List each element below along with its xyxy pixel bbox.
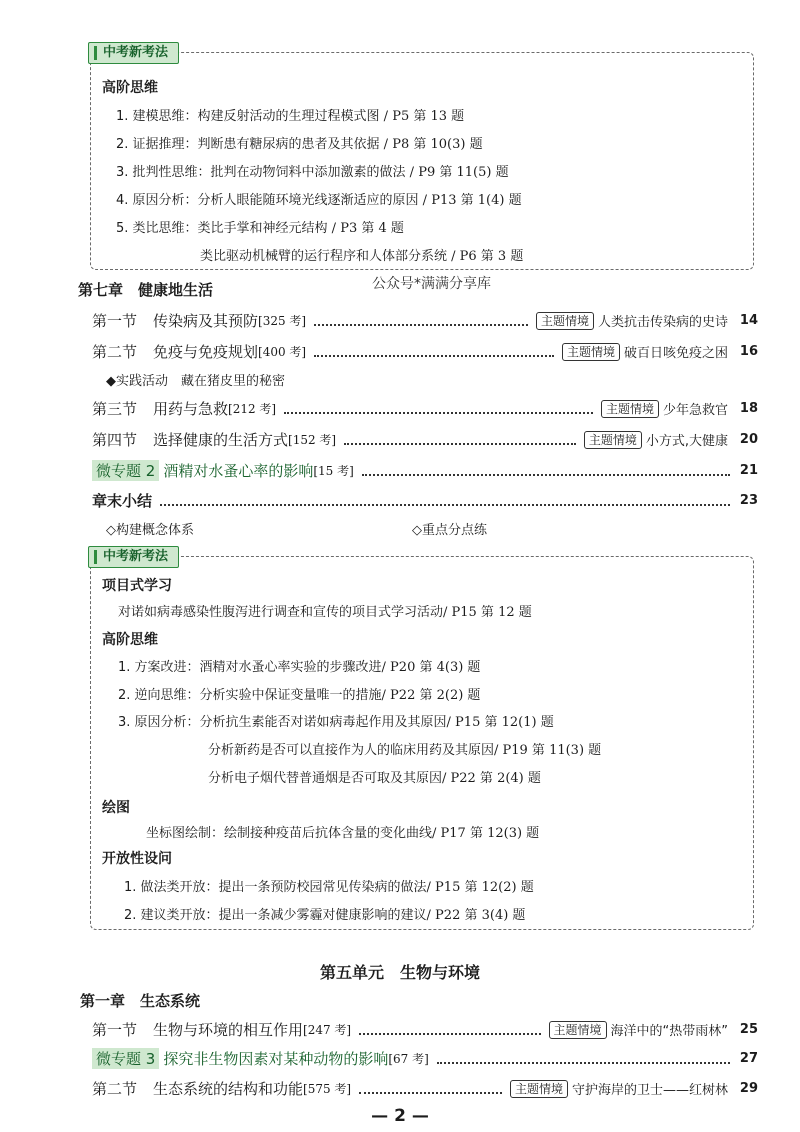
micro-topic-row[interactable]: 微专题 3 探究非生物因素对某种动物的影响 [67 考] 27	[92, 1048, 758, 1069]
toc-row[interactable]: 第二节 免疫与免疫规划 [400 考] 主题情境 破百日咳免疫之困 16	[92, 343, 758, 361]
leader-dots	[362, 474, 730, 476]
toc-row[interactable]: 第一节 生物与环境的相互作用 [247 考] 主题情境 海洋中的“热带雨林” 25	[92, 1021, 758, 1039]
theme-badge: 主题情境	[562, 343, 620, 361]
unit5-title: 第五单元 生物与环境	[319, 963, 480, 982]
box1-item-3: 3. 批判性思维：批判在动物饲料中添加激素的做法 / P9 第 11(5) 题	[116, 165, 509, 180]
practice-activity: ◆实践活动 藏在猪皮里的秘密	[106, 374, 285, 389]
leader-dots	[284, 412, 593, 414]
box2-open-1: 1. 做法类开放：提出一条预防校园常见传染病的做法/ P15 第 12(2) 题	[124, 880, 534, 895]
box2-open-2: 2. 建议类开放：提出一条减少雾霾对健康影响的建议/ P22 第 3(4) 题	[124, 908, 526, 923]
box2-extra-1: 分析新药是否可以直接作为人的临床用药及其原因/ P19 第 11(3) 题	[208, 743, 602, 758]
theme-badge: 主题情境	[510, 1080, 568, 1098]
box1-item-1: 1. 建模思维：构建反射活动的生理过程模式图 / P5 第 13 题	[116, 109, 465, 124]
theme-badge: 主题情境	[536, 312, 594, 330]
leader-dots	[437, 1062, 730, 1064]
toc-row[interactable]: 第四节 选择健康的生活方式 [152 考] 主题情境 小方式,大健康 20	[92, 431, 758, 449]
box2-extra-2: 分析电子烟代替普通烟是否可取及其原因/ P22 第 2(4) 题	[208, 771, 541, 786]
summary-item-1: ◇构建概念体系	[106, 523, 194, 538]
box2-heading-open: 开放性设问	[102, 851, 172, 867]
chapter-summary-row[interactable]: 章末小结 23	[92, 492, 758, 510]
box1-tag: 中考新考法	[88, 42, 179, 64]
box1-extra: 类比驱动机械臂的运行程序和人体部分系统 / P6 第 3 题	[200, 249, 524, 264]
box1-item-2: 2. 证据推理：判断患有糖尿病的患者及其依据 / P8 第 10(3) 题	[116, 137, 483, 152]
box2-item-1: 1. 方案改进：酒精对水蚤心率实验的步骤改进/ P20 第 4(3) 题	[118, 660, 481, 675]
micro-topic-row[interactable]: 微专题 2 酒精对水蚤心率的影响 [15 考] 21	[92, 460, 758, 481]
box2-heading-thinking: 高阶思维	[102, 632, 158, 648]
leader-dots	[314, 324, 528, 326]
toc-row[interactable]: 第三节 用药与急救 [212 考] 主题情境 少年急救官 18	[92, 400, 758, 418]
chapter7-title: 第七章 健康地生活	[78, 281, 214, 299]
box2-draw: 坐标图绘制：绘制接种疫苗后抗体含量的变化曲线/ P17 第 12(3) 题	[146, 826, 540, 841]
theme-badge: 主题情境	[601, 400, 659, 418]
summary-item-2: ◇重点分点练	[412, 523, 487, 538]
leader-dots	[359, 1033, 540, 1035]
toc-row[interactable]: 第一节 传染病及其预防 [325 考] 主题情境 人类抗击传染病的史诗 14	[92, 312, 758, 330]
box2-item-2: 2. 逆向思维：分析实验中保证变量唯一的措施/ P22 第 2(2) 题	[118, 688, 481, 703]
box1-item-4: 4. 原因分析：分析人眼能随环境光线逐渐适应的原因 / P13 第 1(4) 题	[116, 193, 522, 208]
unit5-chapter: 第一章 生态系统	[80, 992, 201, 1010]
leader-dots	[359, 1092, 502, 1094]
leader-dots	[160, 504, 730, 506]
leader-dots	[314, 355, 554, 357]
page-number: — 2 —	[371, 1106, 429, 1126]
box2-project: 对诺如病毒感染性腹泻进行调查和宣传的项目式学习活动/ P15 第 12 题	[118, 605, 532, 620]
box1-item-5: 5. 类比思维：类比手掌和神经元结构 / P3 第 4 题	[116, 221, 404, 236]
theme-badge: 主题情境	[584, 431, 642, 449]
watermark: 公众号*满满分享库	[372, 276, 491, 292]
box2-heading-project: 项目式学习	[102, 578, 172, 594]
theme-badge: 主题情境	[549, 1021, 607, 1039]
box1-heading: 高阶思维	[102, 80, 158, 96]
toc-row[interactable]: 第二节 生态系统的结构和功能 [575 考] 主题情境 守护海岸的卫士——红树林 29	[92, 1080, 758, 1098]
box2-tag: 中考新考法	[88, 546, 179, 568]
box2-heading-drawing: 绘图	[102, 800, 130, 816]
leader-dots	[344, 443, 576, 445]
box2-item-3: 3. 原因分析：分析抗生素能否对诺如病毒起作用及其原因/ P15 第 12(1) 题	[118, 715, 554, 730]
